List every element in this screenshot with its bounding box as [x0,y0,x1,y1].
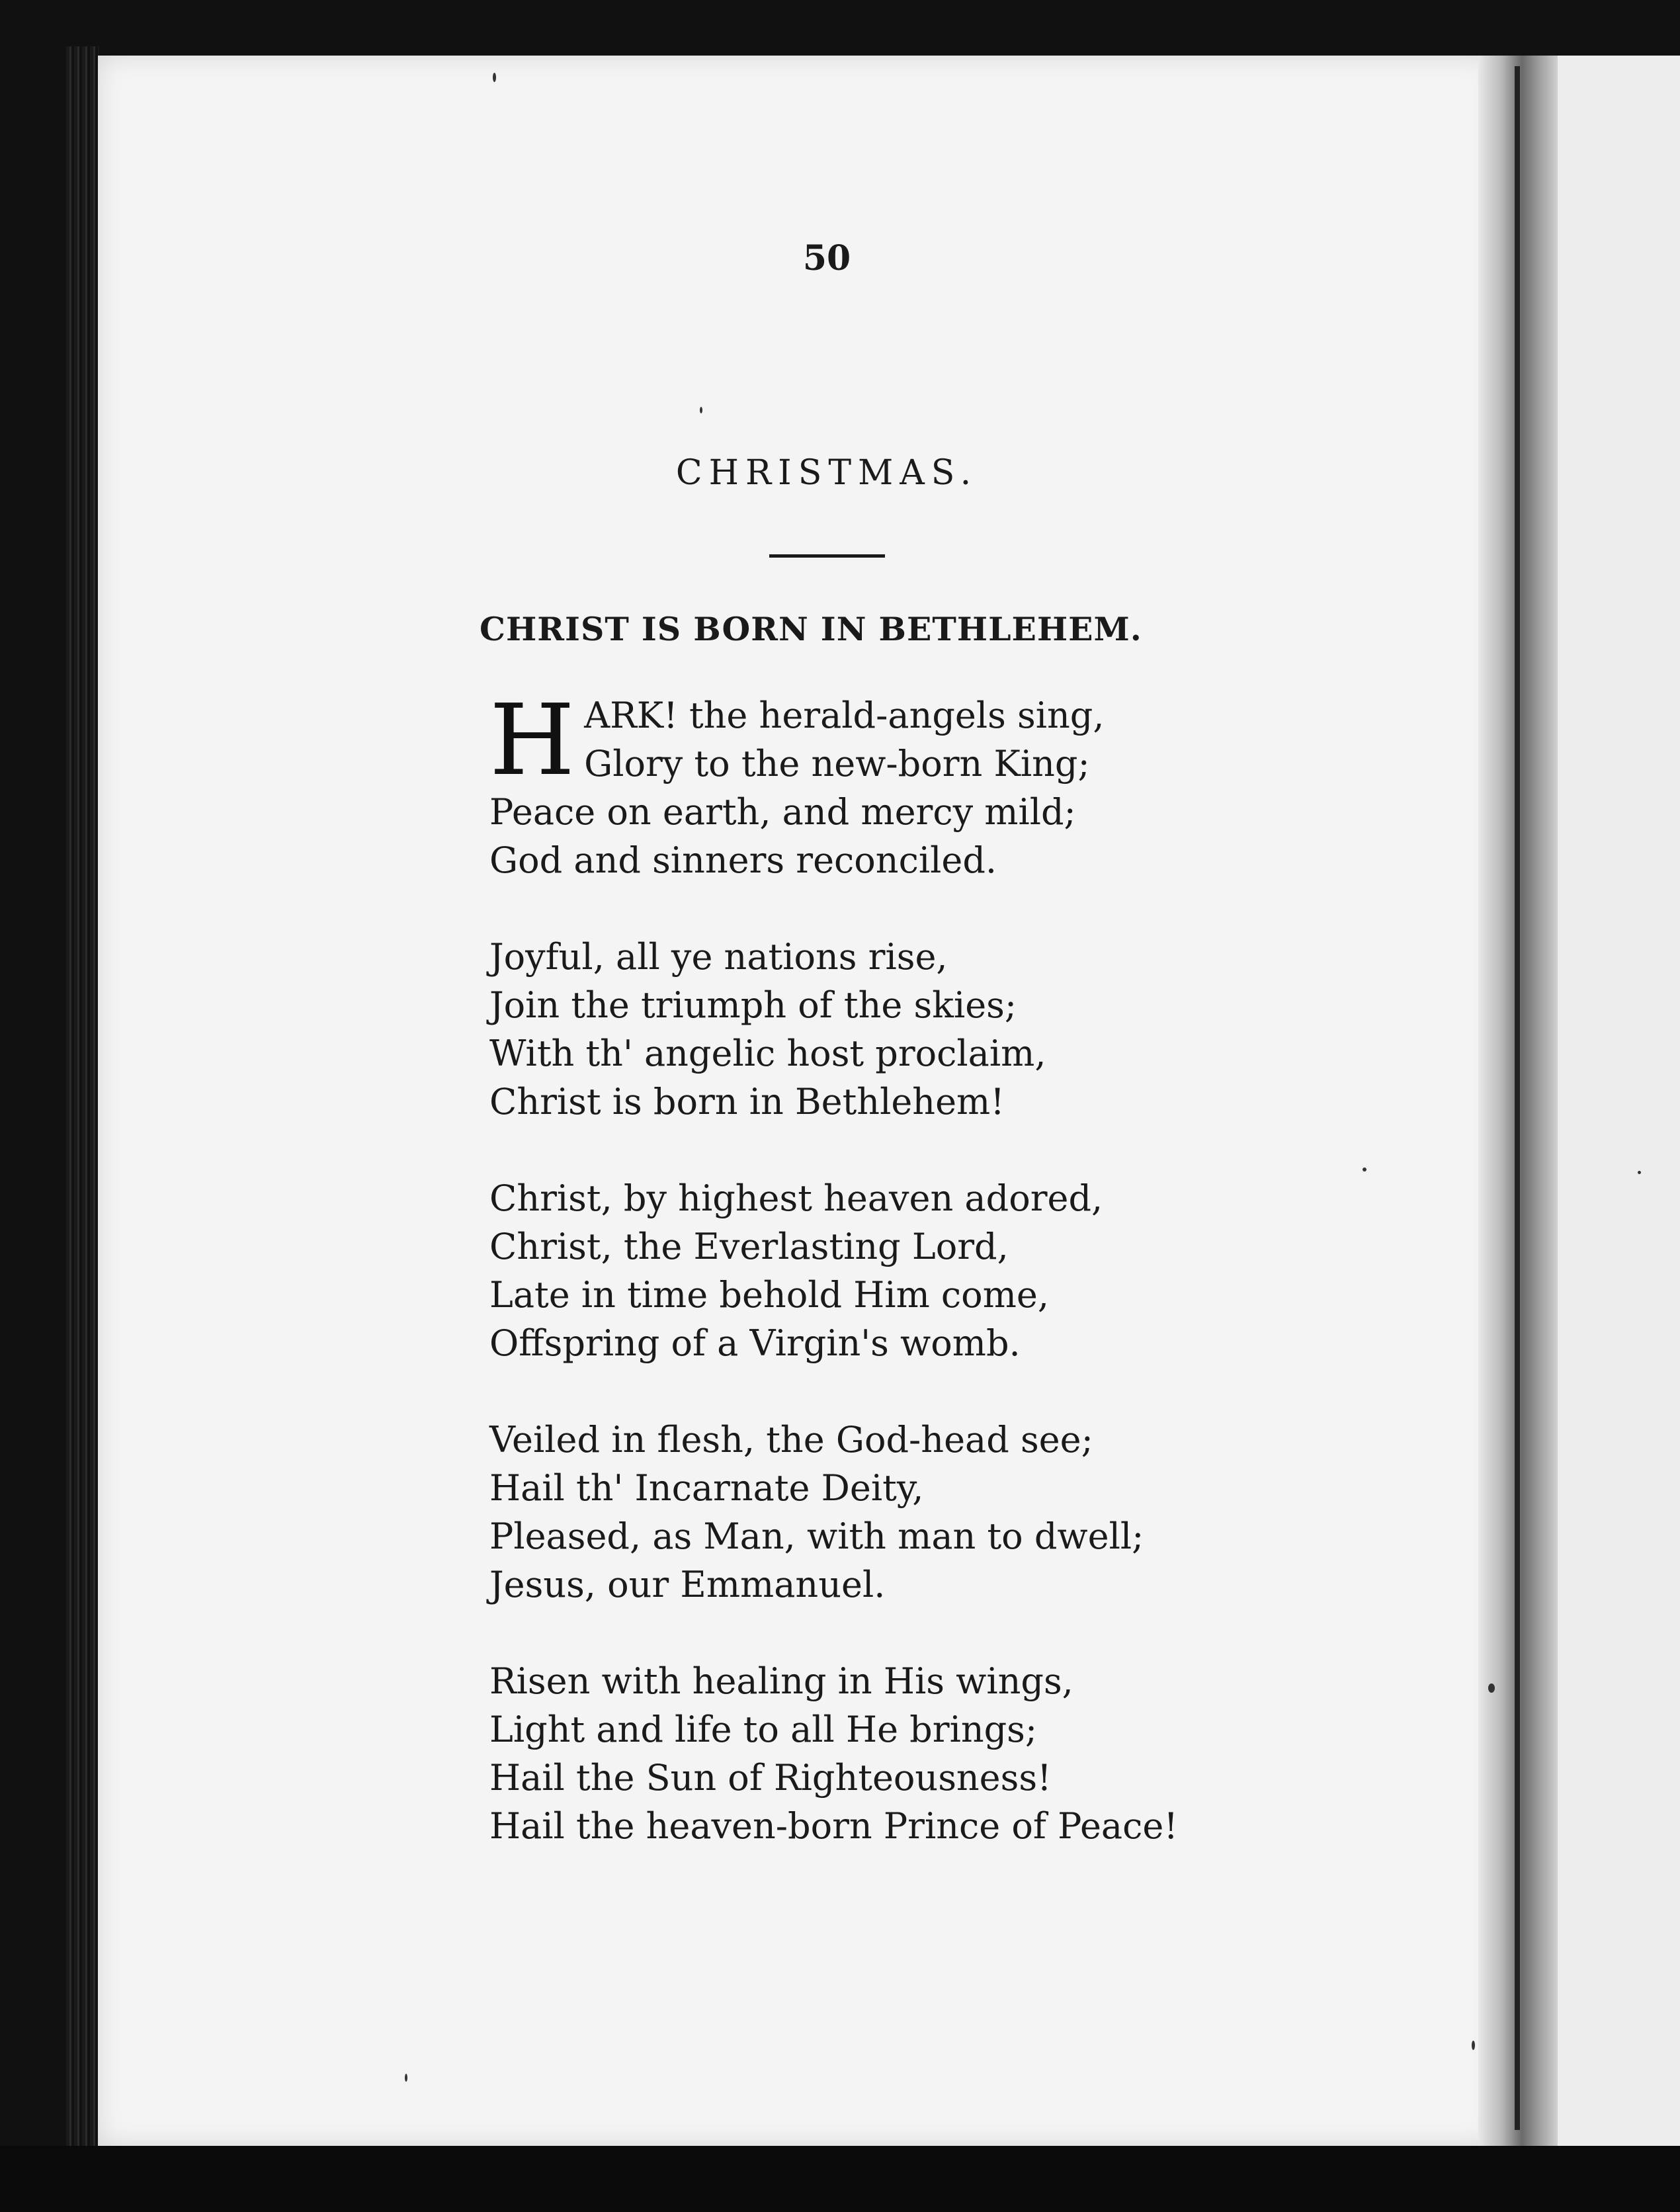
poem-line: Veiled in flesh, the God-head see; [489,1419,1093,1461]
poem-line: Light and life to all He brings; [489,1709,1038,1750]
drop-cap: H [489,683,575,797]
poem-line: Join the triumph of the skies; [489,984,1017,1026]
binding-line [1515,66,1520,2130]
poem-line: Pleased, as Man, with man to dwell; [489,1515,1144,1557]
poem-line: Glory to the new-born King; [584,743,1090,785]
book-edge [66,46,99,2150]
facing-page-edge [1558,56,1680,2146]
poem-line: With th' angelic host proclaim, [489,1033,1046,1074]
stanza [489,683,1250,884]
stanza [489,1416,1250,1609]
title-rule [769,554,885,558]
poem-line: ARK! the herald-angels sing, [584,695,1105,736]
poem-line: Hail th' Incarnate Deity, [489,1467,924,1509]
poem-line: Hail the heaven-born Prince of Peace! [489,1805,1179,1847]
poem-line: Hail the Sun of Righteousness! [489,1757,1052,1799]
poem-line: Offspring of a Virgin's womb. [489,1322,1021,1364]
poem-line: Late in time behold Him come, [489,1274,1050,1316]
page-number: 50 [802,238,851,278]
poem-line: God and sinners reconciled. [489,839,997,881]
poem-line: Joyful, all ye nations rise, [489,936,948,978]
poem-line: Christ is born in Bethlehem! [489,1081,1005,1123]
section-title: CHRISTMAS. [675,453,978,493]
poem [489,683,1250,1898]
poem-line: Peace on earth, and mercy mild; [489,791,1076,833]
poem-line: Jesus, our Emmanuel. [489,1564,886,1605]
stanza [489,1174,1250,1367]
stanza [489,933,1250,1126]
poem-line: Christ, by highest heaven adored, [489,1177,1103,1219]
poem-line: Christ, the Everlasting Lord, [489,1226,1009,1267]
scan-bottom-border [0,2146,1680,2212]
hymn-title: CHRIST IS BORN IN BETHLEHEM. [480,610,1142,648]
stanza [489,1657,1250,1850]
poem-line: Risen with healing in His wings, [489,1660,1073,1702]
